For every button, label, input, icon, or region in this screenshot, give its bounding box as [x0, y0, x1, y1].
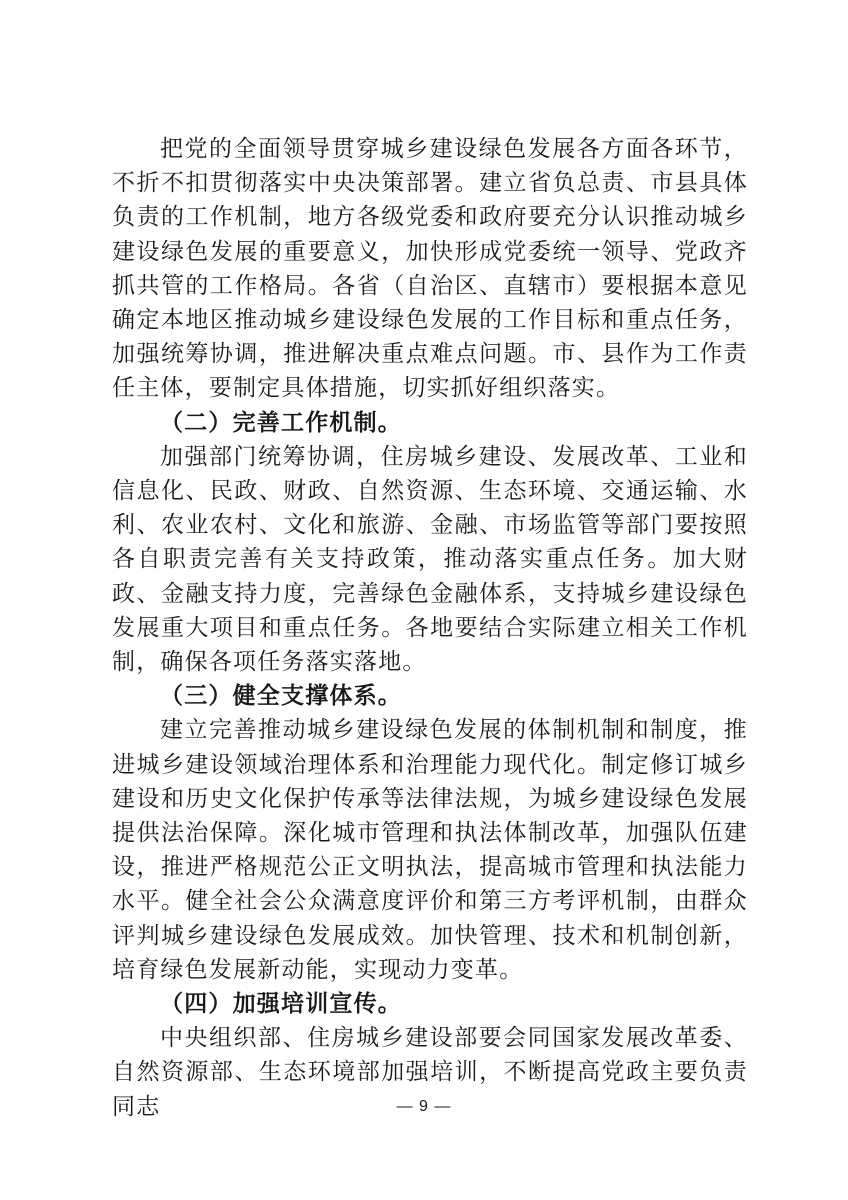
section-heading-training-publicity: （四）加强培训宣传。 — [160, 991, 402, 1018]
section-heading-support-system: （三）健全支撑体系。 — [160, 683, 402, 710]
paragraph-training-publicity: 中央组织部、住房城乡建设部要会同国家发展改革委、自然资源部、生态环境部加强培训，不断提高党政主要负责同志 — [112, 1025, 748, 1120]
paragraph-work-mechanism: 加强部门统筹协调，住房城乡建设、发展改革、工业和信息化、民政、财政、自然资源、生态环境、交通运输、水利、农业农村、文化和旅游、金融、市场监管等部门要按照各自职责完善有关支持政策，推动落实重点任务。加大财政、金融支持力度，完善绿色金融体系，支持城乡建设绿色发展重大项目和重点任务。各地要结合实际建立相关工作机制，确保各项任务落实落地。 — [112, 443, 748, 676]
section-heading-work-mechanism: （二）完善工作机制。 — [160, 409, 402, 436]
paragraph-support-system: 建立完善推动城乡建设绿色发展的体制机制和制度，推进城乡建设领域治理体系和治理能力现代化。制定修订城乡建设和历史文化保护传承等法律法规，为城乡建设绿色发展提供法治保障。深化城市管理和执法体制改革，加强队伍建设，推进严格规范公正文明执法，提高城市管理和执法能力水平。健全社会公众满意度评价和第三方考评机制，由群众评判城乡建设绿色发展成效。加快管理、技术和机制创新，培育绿色发展新动能，实现动力变革。 — [112, 717, 748, 983]
page-number: — 9 — — [396, 1098, 452, 1115]
document-body — [112, 132, 748, 1124]
paragraph-leadership: 把党的全面领导贯穿城乡建设绿色发展各方面各环节，不折不扣贯彻落实中央决策部署。建立省负总责、市县具体负责的工作机制，地方各级党委和政府要充分认识推动城乡建设绿色发展的重要意义，加快形成党委统一领导、党政齐抓共管的工作格局。各省（自治区、直辖市）要根据本意见确定本地区推动城乡建设绿色发展的工作目标和重点任务，加强统筹协调，推进解决重点难点问题。市、县作为工作责任主体，要制定具体措施，切实抓好组织落实。 — [112, 136, 748, 402]
